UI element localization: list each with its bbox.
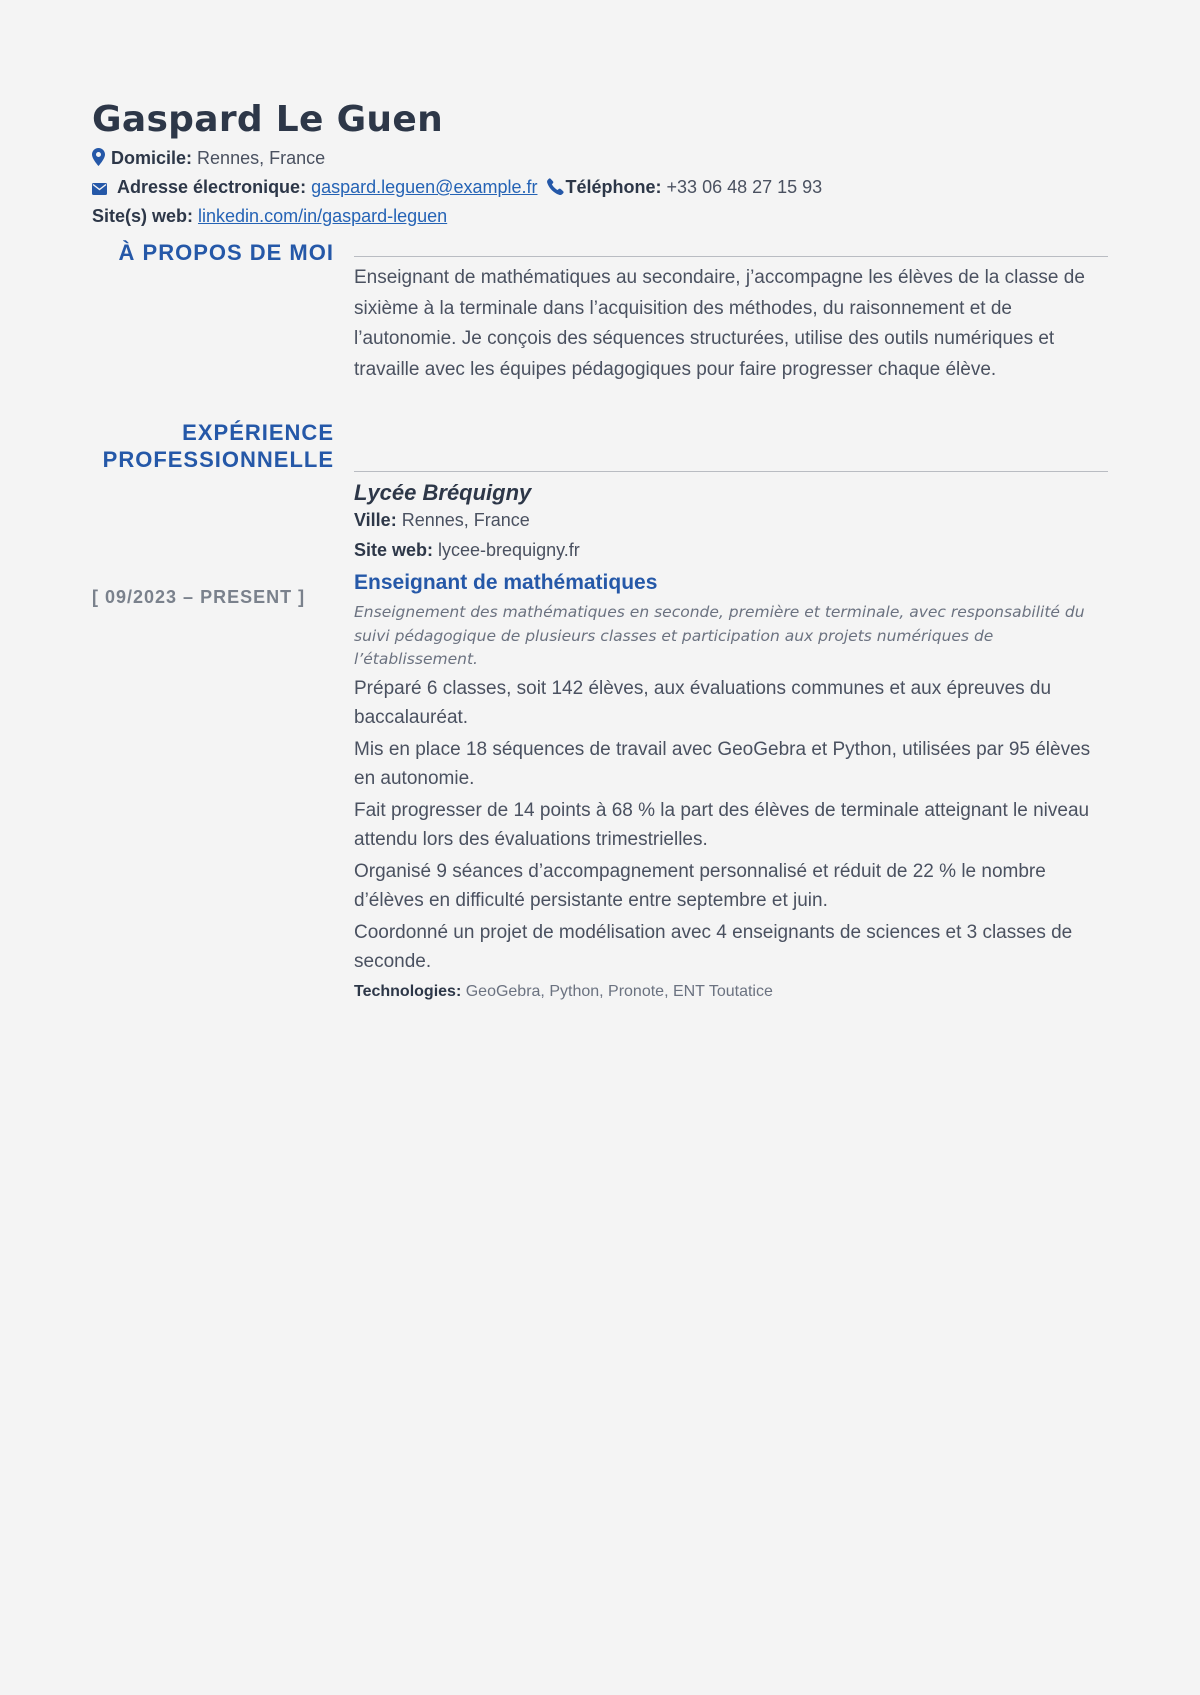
city-label: Ville: (354, 510, 397, 530)
about-body (354, 256, 1108, 385)
about-section (92, 239, 1108, 419)
experience-title-line1: EXPÉRIENCE (182, 420, 334, 445)
employer-city (354, 507, 1108, 533)
experience-body (354, 471, 1108, 1005)
about-divider (354, 256, 1108, 257)
candidate-name: Gaspard Le Guen (92, 99, 443, 140)
domicile-value: Rennes, France (197, 148, 326, 168)
job-title: Enseignant de mathématiques (354, 571, 658, 594)
experience-title-line2: PROFESSIONNELLE (102, 447, 334, 472)
employer-site (354, 535, 1108, 565)
email-phone-line (92, 173, 1108, 202)
site-label: Site web: (354, 540, 434, 560)
job-description: Enseignement des mathématiques en seconde, première et terminale, avec responsabilité du suivi pédagogique de plusieurs classes et participation aux projets numériques de l’établissement. (354, 603, 1085, 668)
websites-line (92, 202, 1108, 231)
phone-label: Téléphone: (565, 177, 662, 197)
technologies-label: Technologies: (354, 982, 462, 1000)
experience-divider (354, 471, 1108, 472)
email-label: Adresse électronique: (117, 177, 307, 197)
envelope-icon (92, 183, 107, 195)
linkedin-link[interactable]: linkedin.com/in/gaspard-leguen (198, 206, 448, 226)
experience-section (92, 419, 1108, 1019)
websites-label: Site(s) web: (92, 206, 194, 226)
map-pin-icon (92, 148, 105, 166)
technologies-line (354, 979, 1108, 1005)
phone-value: +33 06 48 27 15 93 (666, 177, 823, 197)
technologies-value: GeoGebra, Python, Pronote, ENT Toutatice (465, 982, 773, 1000)
domicile-label: Domicile: (111, 148, 193, 168)
phone-icon (547, 178, 564, 195)
about-title: À PROPOS DE MOI (118, 240, 334, 265)
list-item: Préparé 6 classes, soit 142 élèves, aux évaluations communes et aux épreuves du baccalauréat. (354, 677, 1052, 728)
resume-page (92, 96, 1108, 1019)
email-link[interactable]: gaspard.leguen@example.fr (311, 177, 538, 197)
employer-name: Lycée Bréquigny (354, 480, 532, 505)
list-item: Coordonné un projet de modélisation avec 4 enseignants de sciences et 3 classes de seconde. (354, 921, 1073, 972)
experience-title (92, 419, 334, 473)
site-value: lycee-brequigny.fr (438, 540, 580, 560)
list-item: Mis en place 18 séquences de travail avec GeoGebra et Python, utilisées par 95 élèves en autonomie. (354, 738, 1091, 789)
list-item: Fait progresser de 14 points à 68 % la part des élèves de terminale atteignant le niveau attendu lors des évaluations trimestrielles. (354, 799, 1090, 850)
list-item: Organisé 9 séances d’accompagnement personnalisé et réduit de 22 % le nombre d’élèves en difficulté persistante entre septembre et juin. (354, 860, 1046, 911)
job-dates: [ 09/2023 – PRESENT ] (92, 587, 306, 607)
city-value: Rennes, France (401, 510, 530, 530)
domicile-line (92, 144, 1108, 173)
about-text: Enseignant de mathématiques au secondaire, j’accompagne les élèves de la classe de sixième à la terminale dans l’acquisition des méthodes, du raisonnement et de l’autonomie. Je conçois des séquences structurées, utilise des outils numériques et travaille avec les équipes pédagogiques pour faire progresser chaque élève. (354, 267, 1085, 380)
achievement-list (354, 674, 1108, 977)
